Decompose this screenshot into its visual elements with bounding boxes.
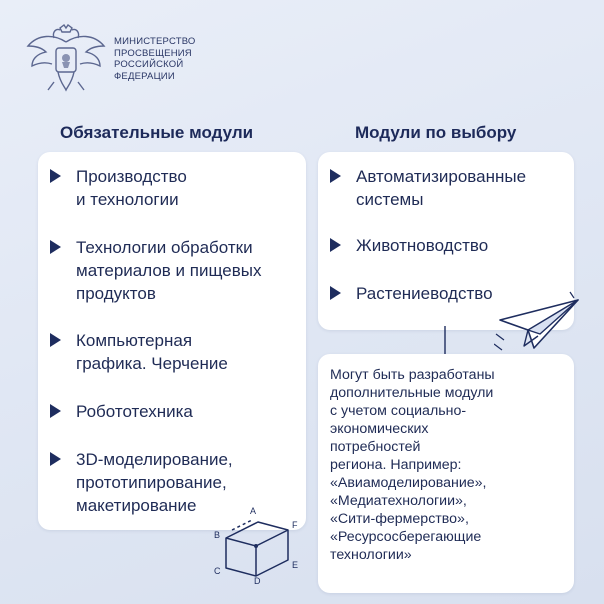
triangle-bullet-icon bbox=[330, 169, 341, 183]
double-headed-eagle-emblem-icon bbox=[24, 24, 108, 96]
list-item bbox=[50, 236, 300, 305]
elective-modules-heading: Модули по выбору bbox=[355, 123, 517, 142]
list-item bbox=[330, 165, 568, 211]
list-item bbox=[50, 329, 300, 375]
cube-vertex-label: D bbox=[254, 576, 261, 584]
cube-sketch-icon bbox=[212, 500, 302, 584]
additional-modules-note: Могут быть разработаны дополнительные модули с учетом социально- экономических потребностей региона. Например: «Авиамоделирование», «Медиатехнологии», «Сити-фермерство», «Ресурсосберегающие технологии» bbox=[330, 367, 495, 563]
list-item-label: 3D-моделирование, прототипирование, макетирование bbox=[76, 450, 233, 515]
list-item-label: Технологии обработки материалов и пищевых продуктов bbox=[76, 238, 262, 303]
ministry-name-line: МИНИСТЕРСТВО bbox=[114, 36, 196, 47]
ministry-name bbox=[114, 36, 196, 82]
list-item-label: Производство и технологии bbox=[76, 167, 187, 209]
list-item-label: Автоматизированные системы bbox=[356, 167, 527, 209]
cube-vertex-label: F bbox=[292, 520, 298, 530]
triangle-bullet-icon bbox=[50, 452, 61, 466]
cube-vertex-label: B bbox=[214, 530, 221, 540]
paper-plane-icon bbox=[494, 290, 586, 362]
triangle-bullet-icon bbox=[330, 238, 341, 252]
list-item-label: Животноводство bbox=[356, 236, 489, 255]
cube-vertex-label: E bbox=[292, 560, 299, 570]
ministry-name-line: РОССИЙСКОЙ bbox=[114, 59, 184, 70]
cube-vertex-label: C bbox=[214, 566, 221, 576]
ministry-name-line: ФЕДЕРАЦИИ bbox=[114, 70, 175, 82]
additional-modules-note-card bbox=[318, 354, 574, 593]
list-item-label: Растениеводство bbox=[356, 284, 493, 303]
cube-vertex-label: A bbox=[250, 506, 257, 516]
triangle-bullet-icon bbox=[50, 404, 61, 418]
triangle-bullet-icon bbox=[50, 333, 61, 347]
triangle-bullet-icon bbox=[50, 169, 61, 183]
ministry-name-line: ПРОСВЕЩЕНИЯ bbox=[114, 47, 192, 59]
list-item bbox=[50, 400, 300, 423]
triangle-bullet-icon bbox=[330, 286, 341, 300]
triangle-bullet-icon bbox=[50, 240, 61, 254]
list-item-label: Робототехника bbox=[76, 402, 193, 421]
mandatory-modules-heading: Обязательные модули bbox=[60, 123, 254, 142]
mandatory-modules-card bbox=[38, 152, 306, 530]
list-item-label: Компьютерная графика. Черчение bbox=[76, 331, 228, 373]
list-item bbox=[330, 234, 568, 257]
list-item bbox=[50, 165, 300, 211]
